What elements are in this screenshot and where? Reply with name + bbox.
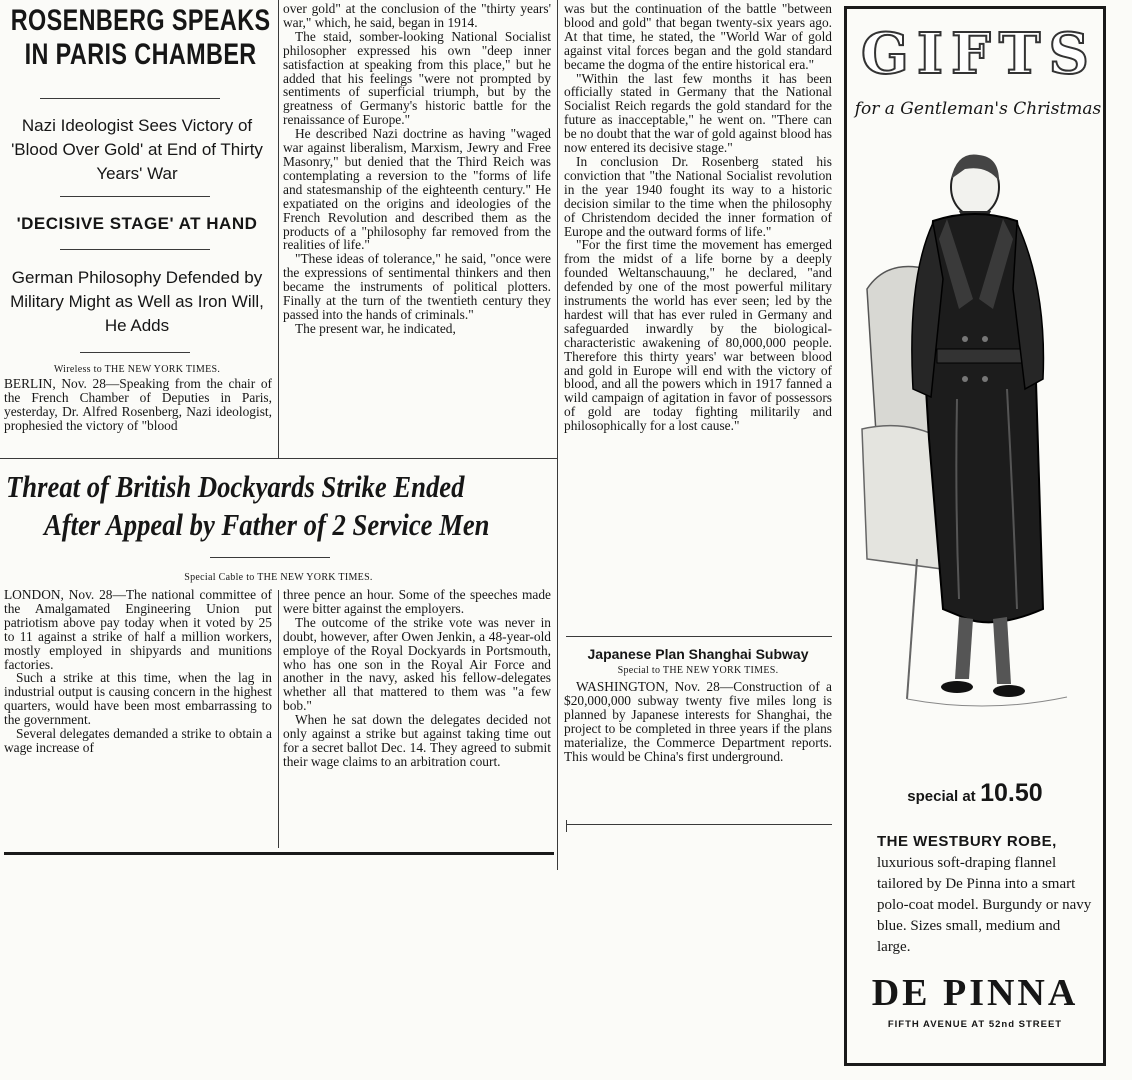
price-value: 10.50 [980, 779, 1043, 807]
story1-column-3 [564, 2, 832, 433]
ad-copy-body: luxurious soft-draping flannel tailored by De Pinna into a smart polo-coat model. Burgundy or navy blue. Sizes small, medium and large. [877, 855, 1092, 955]
story1-paragraph: The staid, somber-looking National Socialist philosopher expressed his own "deep inner satisfaction at speaking from this place," but he added that his feelings "were not prompted by sentiments of superficial triumph, but by the greatness of Germany's historic battle for the renaissance of Europe." [283, 28, 551, 128]
man-in-robe-illustration [847, 139, 1103, 719]
story1-deck2: German Philosophy Defended by Military Might as Well as Iron Will, He Adds [10, 268, 264, 335]
story2-credit: Special Cable to THE NEW YORK TIMES. [184, 572, 373, 583]
ad-copy [877, 831, 1097, 958]
story1-paragraph: "For the first time the movement has emerged from the midst of a life borne by a deeply founded Weltanschauung," he declared, "and defended by one of the most powerful military instruments the world has ever seen; led by the hardest will that has ever ruled in Germany and safeguarded inwardly by the biological-characteristic awakening of 80,000,000 people. Therefore this thirty years' war between blood and gold in Europe will end with the victory of blood, and all the powers which in 1917 fanned a wild campaign of agitation in favor of possessors of gold are today fighting militarily and philosophically for a lost cause." [564, 237, 832, 434]
story2-paragraph: three pence an hour. Some of the speeches made were bitter against the employers. [283, 587, 551, 616]
story2-column-1 [4, 588, 272, 755]
story1-headline [8, 4, 273, 72]
story1-paragraph: In conclusion Dr. Rosenberg stated his conviction that "the National Socialist revolution in the year 1940 fought its way to a historic decision similar to the time when the philosophy of Christendom decided the inner formation of Europe and the outward forms of life." [564, 153, 832, 239]
column-rule [278, 0, 279, 458]
story2-headline [6, 468, 562, 544]
story2-paragraph: LONDON, Nov. 28—The national committee of the Amalgamated Engineering Union put patriotism above pay today when it voted by 25 to 11 against a strike of half a million workers, mostly employed in shipyards and munitions factories. [4, 587, 272, 672]
story2-paragraph: When he sat down the delegates decided not only against a strike but against taking time out for a secret ballot Dec. 14. They agreed to submit their wage claims to an arbitration court. [283, 712, 551, 769]
story-end-rule [566, 824, 832, 825]
story-end-rule [4, 852, 554, 855]
story1-column-2 [283, 2, 551, 336]
story2-paragraph: The outcome of the strike vote was never in doubt, however, after Owen Jenkin, a 48-year-old employe of the Royal Dockyards in Portsmouth, who has one son in the Royal Air Force and another in the navy, asked his fellow-delegates whether all that mattered to them was "a few bob." [283, 614, 551, 714]
ad-address: FIFTH AVENUE AT 52nd STREET [887, 1019, 1063, 1030]
story2-headline-line2: After Appeal by Father of 2 Service Men [44, 507, 490, 542]
story2-headline-line1: Threat of British Dockyards Strike Ended [6, 469, 465, 504]
story2-paragraph: Such a strike at this time, when the lag in industrial output is causing concern in the highest quarters, would have been most embarrassing to the government. [4, 670, 272, 728]
headline-divider [40, 98, 220, 99]
advertisement [844, 6, 1106, 1066]
ad-subtitle: for a Gentleman's Christmas [854, 99, 1102, 119]
story2-column-2 [283, 588, 551, 769]
story1-paragraph: "Within the last few months it has been officially stated in Germany that the National Socialist Reich regards the gold standard for the future as inacceptable," he went on. "There can be no doubt that the war of gold against blood has now entered its decisive stage." [564, 70, 832, 156]
headline-divider [210, 557, 330, 558]
story1-deck-caps: 'DECISIVE STAGE' AT HAND [16, 214, 258, 233]
story1-column-1 [4, 377, 272, 433]
story1-paragraph: was but the continuation of the battle "between blood and gold" that began twenty-six years ago. At that time, he stated, the "World War of gold against vital forces began and the gold standard became the dogma of the entire historical era." [564, 1, 832, 72]
ad-brand: DE PINNA [871, 972, 1079, 1014]
story1-paragraph: He described Nazi doctrine as having "waged war against liberalism, Marxism, Jewry and Free Masonry," but denied that the Third Reich was contemplating a reversion to the "forms of life and statesmanship of the eighteenth century." He expatiated on the origins and ideologies of the French Revolution and described them as the products of a "philosophy far removed from the realities of life." [283, 126, 551, 253]
ad-title: GIFTS [861, 21, 1097, 87]
ad-copy-lead: THE WESTBURY ROBE, [877, 833, 1057, 850]
story1-headline-line2: IN PARIS CHAMBER [24, 38, 257, 71]
story3-headline: Japanese Plan Shanghai Subway [587, 646, 809, 662]
column-rule [278, 590, 279, 848]
story1-paragraph: "These ideas of tolerance," he said, "once were the expressions of sentimental thinkers and then became the instruments of political plotters. Finally at the turn of the twentieth century they passed into the hands of criminals." [283, 251, 551, 322]
story3-credit: Special to THE NEW YORK TIMES. [617, 665, 779, 676]
story-divider [566, 636, 832, 637]
story1-paragraph: The present war, he indicated, [295, 320, 456, 336]
story-divider [0, 458, 557, 459]
deck-divider [80, 352, 190, 353]
story1-deck: Nazi Ideologist Sees Victory of 'Blood Over Gold' at End of Thirty Years' War [11, 116, 263, 183]
deck-divider [60, 196, 210, 197]
ad-price [847, 779, 1103, 808]
column-rule [557, 0, 558, 870]
story3-body [564, 680, 832, 763]
story3-paragraph: WASHINGTON, Nov. 28—Construction of a $20,000,000 subway twenty five miles long is planned by Japanese interests for Shanghai, the project to be completed in three years if the plans materialize, the Commerce Department reports. This would be China's first underground. [564, 679, 832, 764]
column-rule [566, 820, 567, 832]
story2-paragraph: Several delegates demanded a strike to obtain a wage increase of [4, 726, 272, 755]
story1-credit: Wireless to THE NEW YORK TIMES. [53, 364, 221, 375]
story1-paragraph: BERLIN, Nov. 28—Speaking from the chair of the French Chamber of Deputies in Paris, yesterday, Dr. Alfred Rosenberg, Nazi ideologist, prophesied the victory of "blood [4, 376, 272, 433]
story1-paragraph: over gold" at the conclusion of the "thirty years' war," which, he said, began in 1914. [283, 1, 551, 30]
deck-divider [60, 249, 210, 250]
story1-headline-line1: ROSENBERG SPEAKS [10, 4, 271, 37]
price-prefix: special at [907, 788, 976, 805]
